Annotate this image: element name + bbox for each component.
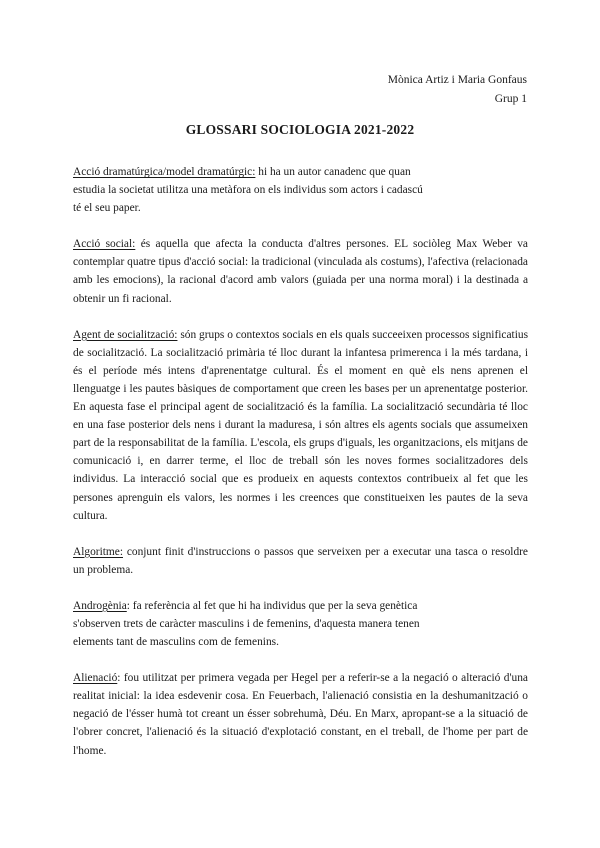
glossary-definition-line: té el seu paper. [73,202,141,215]
entry-line [73,163,528,181]
glossary-term: Alienació [73,672,118,685]
glossary-definition: són grups o contextos socials en els quals succeeixen processos significatius de socialització. La socialització primària té lloc durant la infantesa primerenca i la més tardana, i és el període més intens d'aprenentatge cultural. És el moment en què els nens aprenen el llenguatge i les pautes bàsiques de comportament que creen les bases per un aprenentatge posterior. En aquesta fase el principal agent de socialització és la família. La socialització secundària té lloc en una fase posterior dels nens i durant la maduresa, i són altres els agents socials que assumeixen part de la responsabilitat de la família. L'escola, els grups d'iguals, les organitzacions, els mitjans de comunicació i, en darrer terme, el lloc de treball són les noves formes socialitzadores dels individus. La interacció social que es produeix en aquests contextos contribueix al fet que les persones aprenguin els valors, les normes i les creences que constitueixen les pautes de la seva cultura. [73,328,528,522]
glossary-definition-line: : fa referència al fet que hi ha individus que per la seva genètica [126,599,418,612]
glossary-term: Algoritme: [73,545,123,558]
glossary-definition: és aquella que afecta la conducta d'altres persones. EL sociòleg Max Weber va contemplar quatre tipus d'acció social: la tradicional (vinculada als costums), l'afectiva (relacionada amb les emocions), la racional d'acord amb valors (guiada per una norma moral) i la destinada a obtenir un fi racional. [73,238,528,305]
glossary-entry-androgenia [73,597,528,651]
glossary-term: Acció dramatúrgica/model dramatúrgic: [73,166,256,178]
glossary-definition-line: elements tant de masculins com de femenins. [73,636,279,649]
glossary-entry-accio-social [73,235,528,307]
glossary-term: Acció social: [73,238,136,251]
glossary-definition: : fou utilitzat per primera vegada per Hegel per a referir-se a la negació o alteració d'una realitat inicial: la idea esdevenir cosa. En Feuerbach, l'alienació consistia en la deshumanització o negació de l'ésser humà tot creant un ésser sobrehumà, Déu. En Marx, apropant-se a la situació de l'obrer concret, l'alienació és la situació d'explotació constant, en el treball, de l'home per part de l'home. [73,672,528,757]
glossary-entry-alienacio [73,669,528,759]
author-block [388,71,527,109]
glossary-term: Androgènia [73,599,127,612]
glossary-entry-algoritme [73,543,528,579]
document-title: GLOSSARI SOCIOLOGIA 2021-2022 [185,122,415,137]
glossary-term: Agent de socialització: [73,328,178,341]
glossary-entry-agent-socialitzacio [73,326,528,525]
glossary-definition: conjunt finit d'instruccions o passos que serveixen per a executar una tasca o resoldre un problema. [73,545,528,576]
glossary-list [73,163,528,778]
entry-line [73,597,528,615]
glossary-definition-line: s'observen trets de caràcter masculins i de femenins, d'aquesta manera tenen [73,617,420,630]
glossary-entry-accio-dramaturgica [73,163,528,217]
group-label: Grup 1 [494,93,527,105]
authors-name: Mònica Artiz i Maria Gonfaus [387,74,527,86]
glossary-definition-line: hi ha un autor canadenc que quan [255,166,411,178]
glossary-definition-line: estudia la societat utilitza una metàfora on els individus som actors i cadascú [73,184,423,197]
